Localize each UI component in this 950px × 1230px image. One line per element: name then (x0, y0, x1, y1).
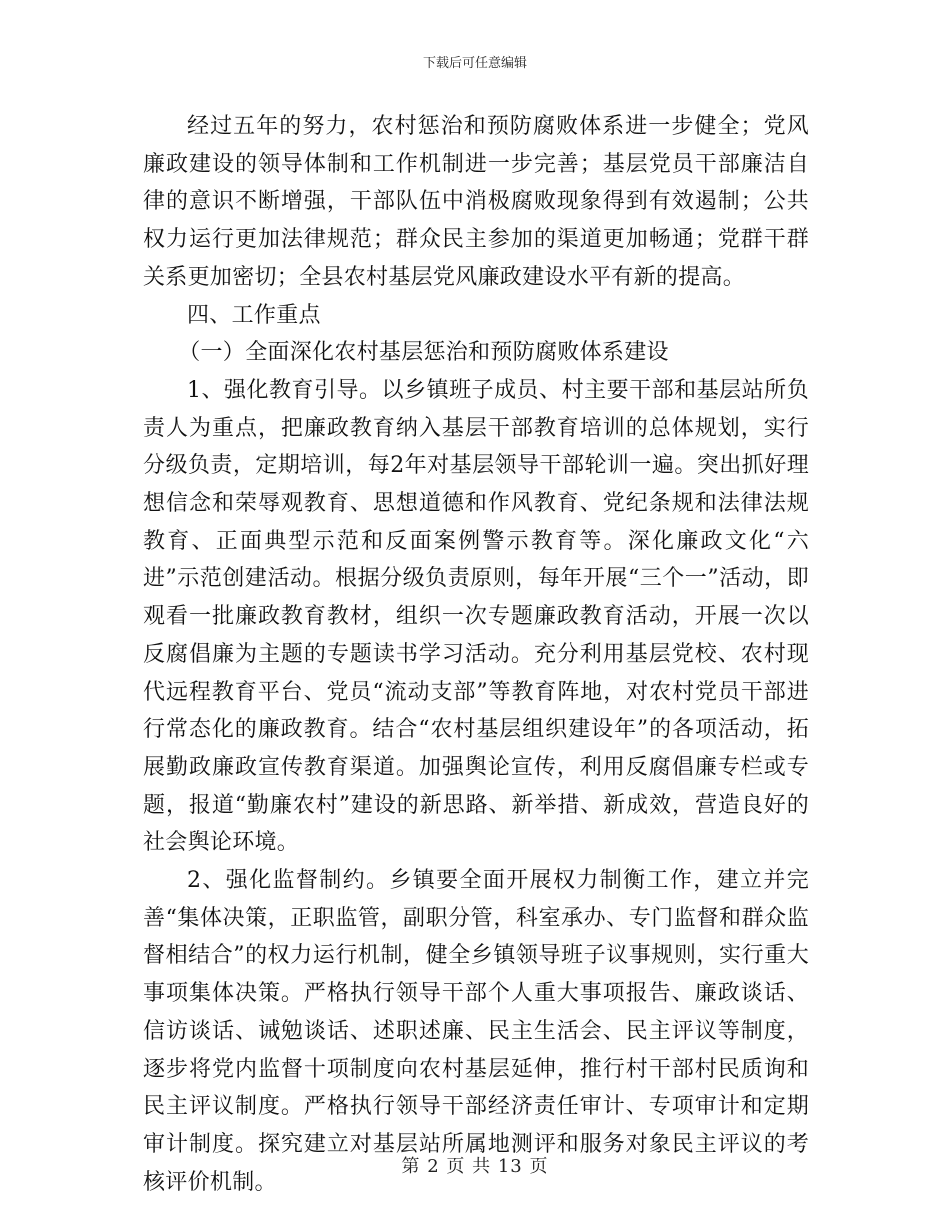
page-header: 下载后可任意编辑 (422, 56, 527, 71)
subsection-heading-1: （一）全面深化农村基层惩治和预防腐败体系建设 (178, 340, 669, 366)
section-heading-work-focus: 四、工作重点 (187, 302, 321, 328)
paragraph-education: 1、强化教育引导。以乡镇班子成员、村主要干部和基层站所负责人为重点，把廉政教育纳入基层干部教育培训的总体规划，实行分级负责，定期培训，每2年对基层领导干部轮训一遍。突出抓好理想信念和荣辱观教育、思想道德和作风教育、党纪条规和法律法规教育、正面典型示范和反面案例警示教育等。深化廉政文化“六进”示范创建活动。根据分级负责原则，每年开展“三个一”活动，即观看一批廉政教育教材，组织一次专题廉政教育活动，开展一次以反腐倡廉为主题的专题读书学习活动。充分利用基层党校、农村现代远程教育平台、党员“流动支部”等教育阵地，对农村党员干部进行常态化的廉政教育。结合“农村基层组织建设年”的各项活动，拓展勤政廉政宣传教育渠道。加强舆论宣传，利用反腐倡廉专栏或专题，报道“勤廉农村”建设的新思路、新举措、新成效，营造良好的社会舆论环境。 (143, 377, 809, 856)
paragraph-goals: 经过五年的努力，农村惩治和预防腐败体系进一步健全；党风廉政建设的领导体制和工作机制进一步完善；基层党员干部廉洁自律的意识不断增强，干部队伍中消极腐败现象得到有效遏制；公共权力运行更加法律规范；群众民主参加的渠道更加畅通；党群干群关系更加密切；全县农村基层党风廉政建设水平有新的提高。 (143, 114, 809, 290)
paragraph-supervision: 2、强化监督制约。乡镇要全面开展权力制衡工作，建立并完善“集体决策，正职监管，副职分管，科室承办、专门监督和群众监督相结合”的权力运行机制，健全乡镇领导班子议事规则，实行重大事项集体决策。严格执行领导干部个人重大事项报告、廉政谈话、信访谈话、诫勉谈话、述职述廉、民主生活会、民主评议等制度，逐步将党内监督十项制度向农村基层延伸，推行村干部村民质询和民主评议制度。严格执行领导干部经济责任审计、专项审计和定期审计制度。探究建立对基层站所属地测评和服务对象民主评议的考核评价机制。 (143, 868, 809, 1195)
document-body (143, 108, 809, 1201)
page-number: 第 2 页 共 13 页 (401, 1156, 549, 1177)
